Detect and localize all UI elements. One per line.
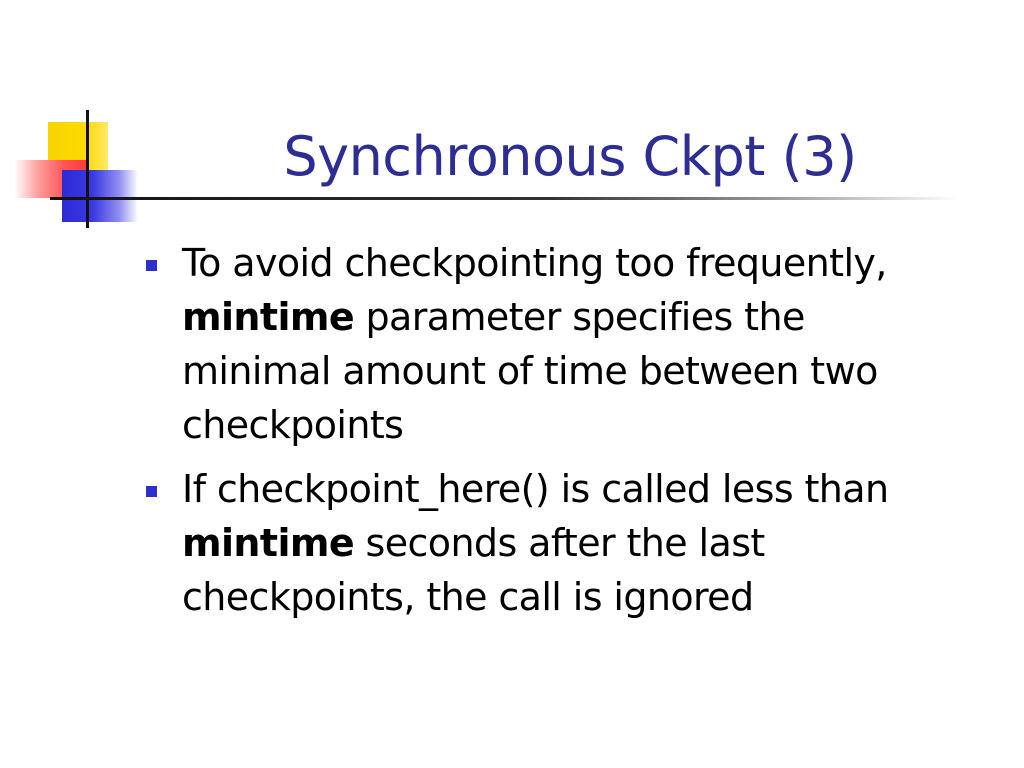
bullet-line: checkpoints, the call is ignored <box>182 575 754 619</box>
bullet-line: checkpoints <box>182 403 404 447</box>
bullet-line: mintime seconds after the last <box>182 521 765 565</box>
bullet-line: mintime parameter specifies the <box>182 295 805 339</box>
keyword-mintime: mintime <box>182 295 355 339</box>
bullet-line: If checkpoint_here() is called less than <box>182 467 889 511</box>
logo-vertical-line <box>86 110 89 228</box>
bullet-list <box>140 236 980 634</box>
keyword-mintime: mintime <box>182 521 355 565</box>
bullet-item <box>140 462 980 624</box>
slide-title: Synchronous Ckpt (3) <box>283 125 857 188</box>
bullet-item <box>140 236 980 452</box>
bullet-square-icon <box>146 486 157 497</box>
title-underline <box>50 197 960 200</box>
logo-blue-square <box>62 170 138 222</box>
bullet-line: minimal amount of time between two <box>182 349 878 393</box>
bullet-square-icon <box>146 260 157 271</box>
bullet-line: To avoid checkpointing too frequently, <box>182 241 887 285</box>
